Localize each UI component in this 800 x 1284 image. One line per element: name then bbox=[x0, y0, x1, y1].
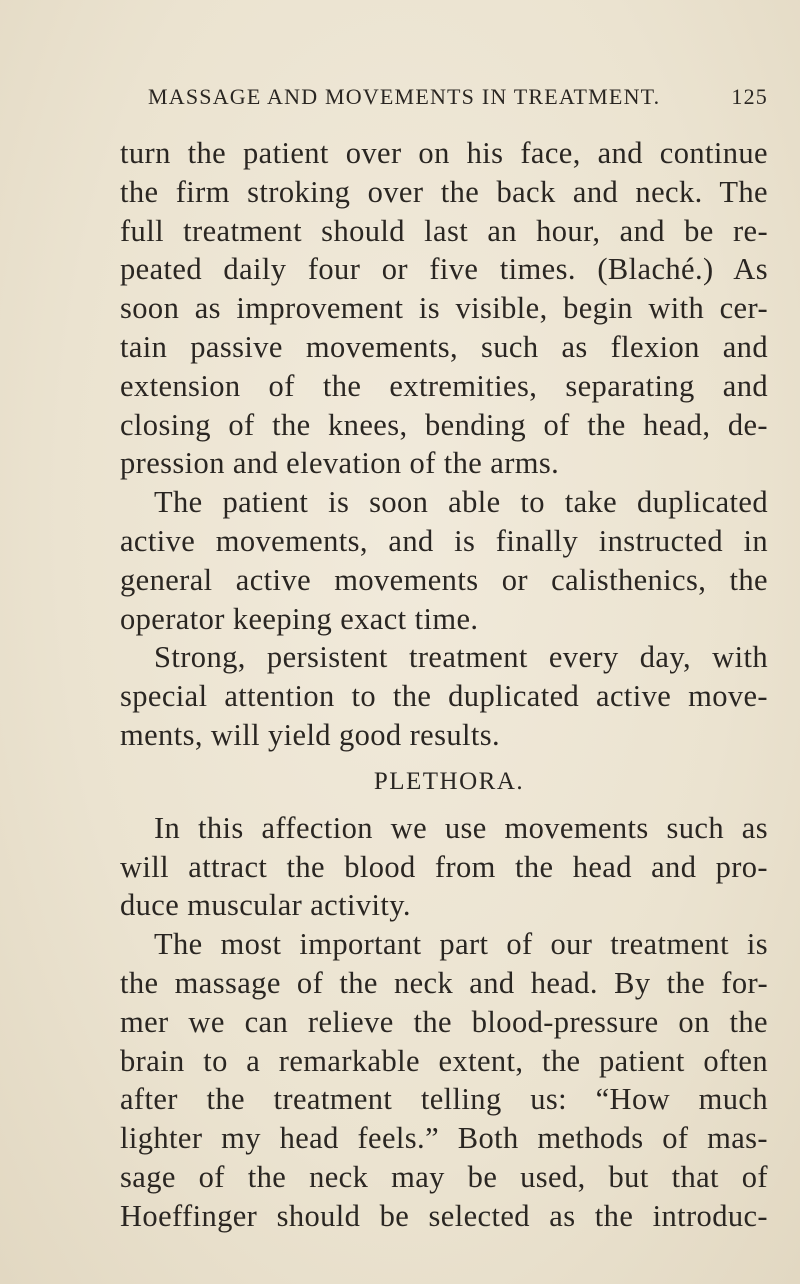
text-line: ments, will yield good results. bbox=[120, 717, 501, 752]
text-line: the firm stroking over the back and neck. The bbox=[120, 174, 768, 209]
text-line: tain passive movements, such as flexion and bbox=[120, 329, 768, 364]
text-line: The patient is soon able to take duplicated bbox=[154, 485, 768, 520]
running-head bbox=[148, 84, 768, 118]
text-line: full treatment should last an hour, and be re- bbox=[120, 213, 768, 248]
text-line: brain to a remarkable extent, the patient often bbox=[120, 1043, 768, 1078]
text-line: soon as improvement is visible, begin with cer- bbox=[120, 291, 768, 326]
text-line: pression and elevation of the arms. bbox=[120, 446, 560, 481]
text-line: special attention to the duplicated active move- bbox=[120, 679, 768, 714]
text-line: turn the patient over on his face, and continue bbox=[120, 136, 768, 170]
text-line: after the treatment telling us: “How much bbox=[120, 1082, 768, 1117]
text-line: Hoeffinger should be selected as the introduc- bbox=[120, 1198, 768, 1233]
text-line: sage of the neck may be used, but that of bbox=[120, 1159, 768, 1194]
text-line: general active movements or calisthenics, the bbox=[120, 562, 768, 597]
text-line: peated daily four or five times. (Blaché.) As bbox=[120, 252, 768, 287]
body-text bbox=[120, 134, 768, 1236]
text-line: active movements, and is finally instructed in bbox=[120, 523, 768, 558]
text-line: mer we can relieve the blood-pressure on the bbox=[120, 1004, 768, 1039]
page-number: 125 bbox=[731, 84, 768, 109]
text-line: Strong, persistent treatment every day, with bbox=[154, 640, 768, 675]
section-heading: PLETHORA. bbox=[373, 767, 525, 795]
text-line: the massage of the neck and head. By the for- bbox=[120, 965, 768, 1000]
text-line: duce muscular activity. bbox=[120, 888, 411, 923]
text-line: operator keeping exact time. bbox=[120, 601, 479, 636]
text-line: The most important part of our treatment is bbox=[154, 927, 768, 962]
text-line: will attract the blood from the head and pro- bbox=[120, 849, 768, 884]
text-line: closing of the knees, bending of the head, de- bbox=[120, 407, 768, 442]
text-line: In this affection we use movements such as bbox=[154, 810, 768, 845]
text-line: lighter my head feels.” Both methods of mas- bbox=[120, 1121, 768, 1156]
running-head-title: MASSAGE AND MOVEMENTS IN TREATMENT. bbox=[148, 84, 661, 109]
text-line: extension of the extremities, separating and bbox=[120, 368, 768, 403]
